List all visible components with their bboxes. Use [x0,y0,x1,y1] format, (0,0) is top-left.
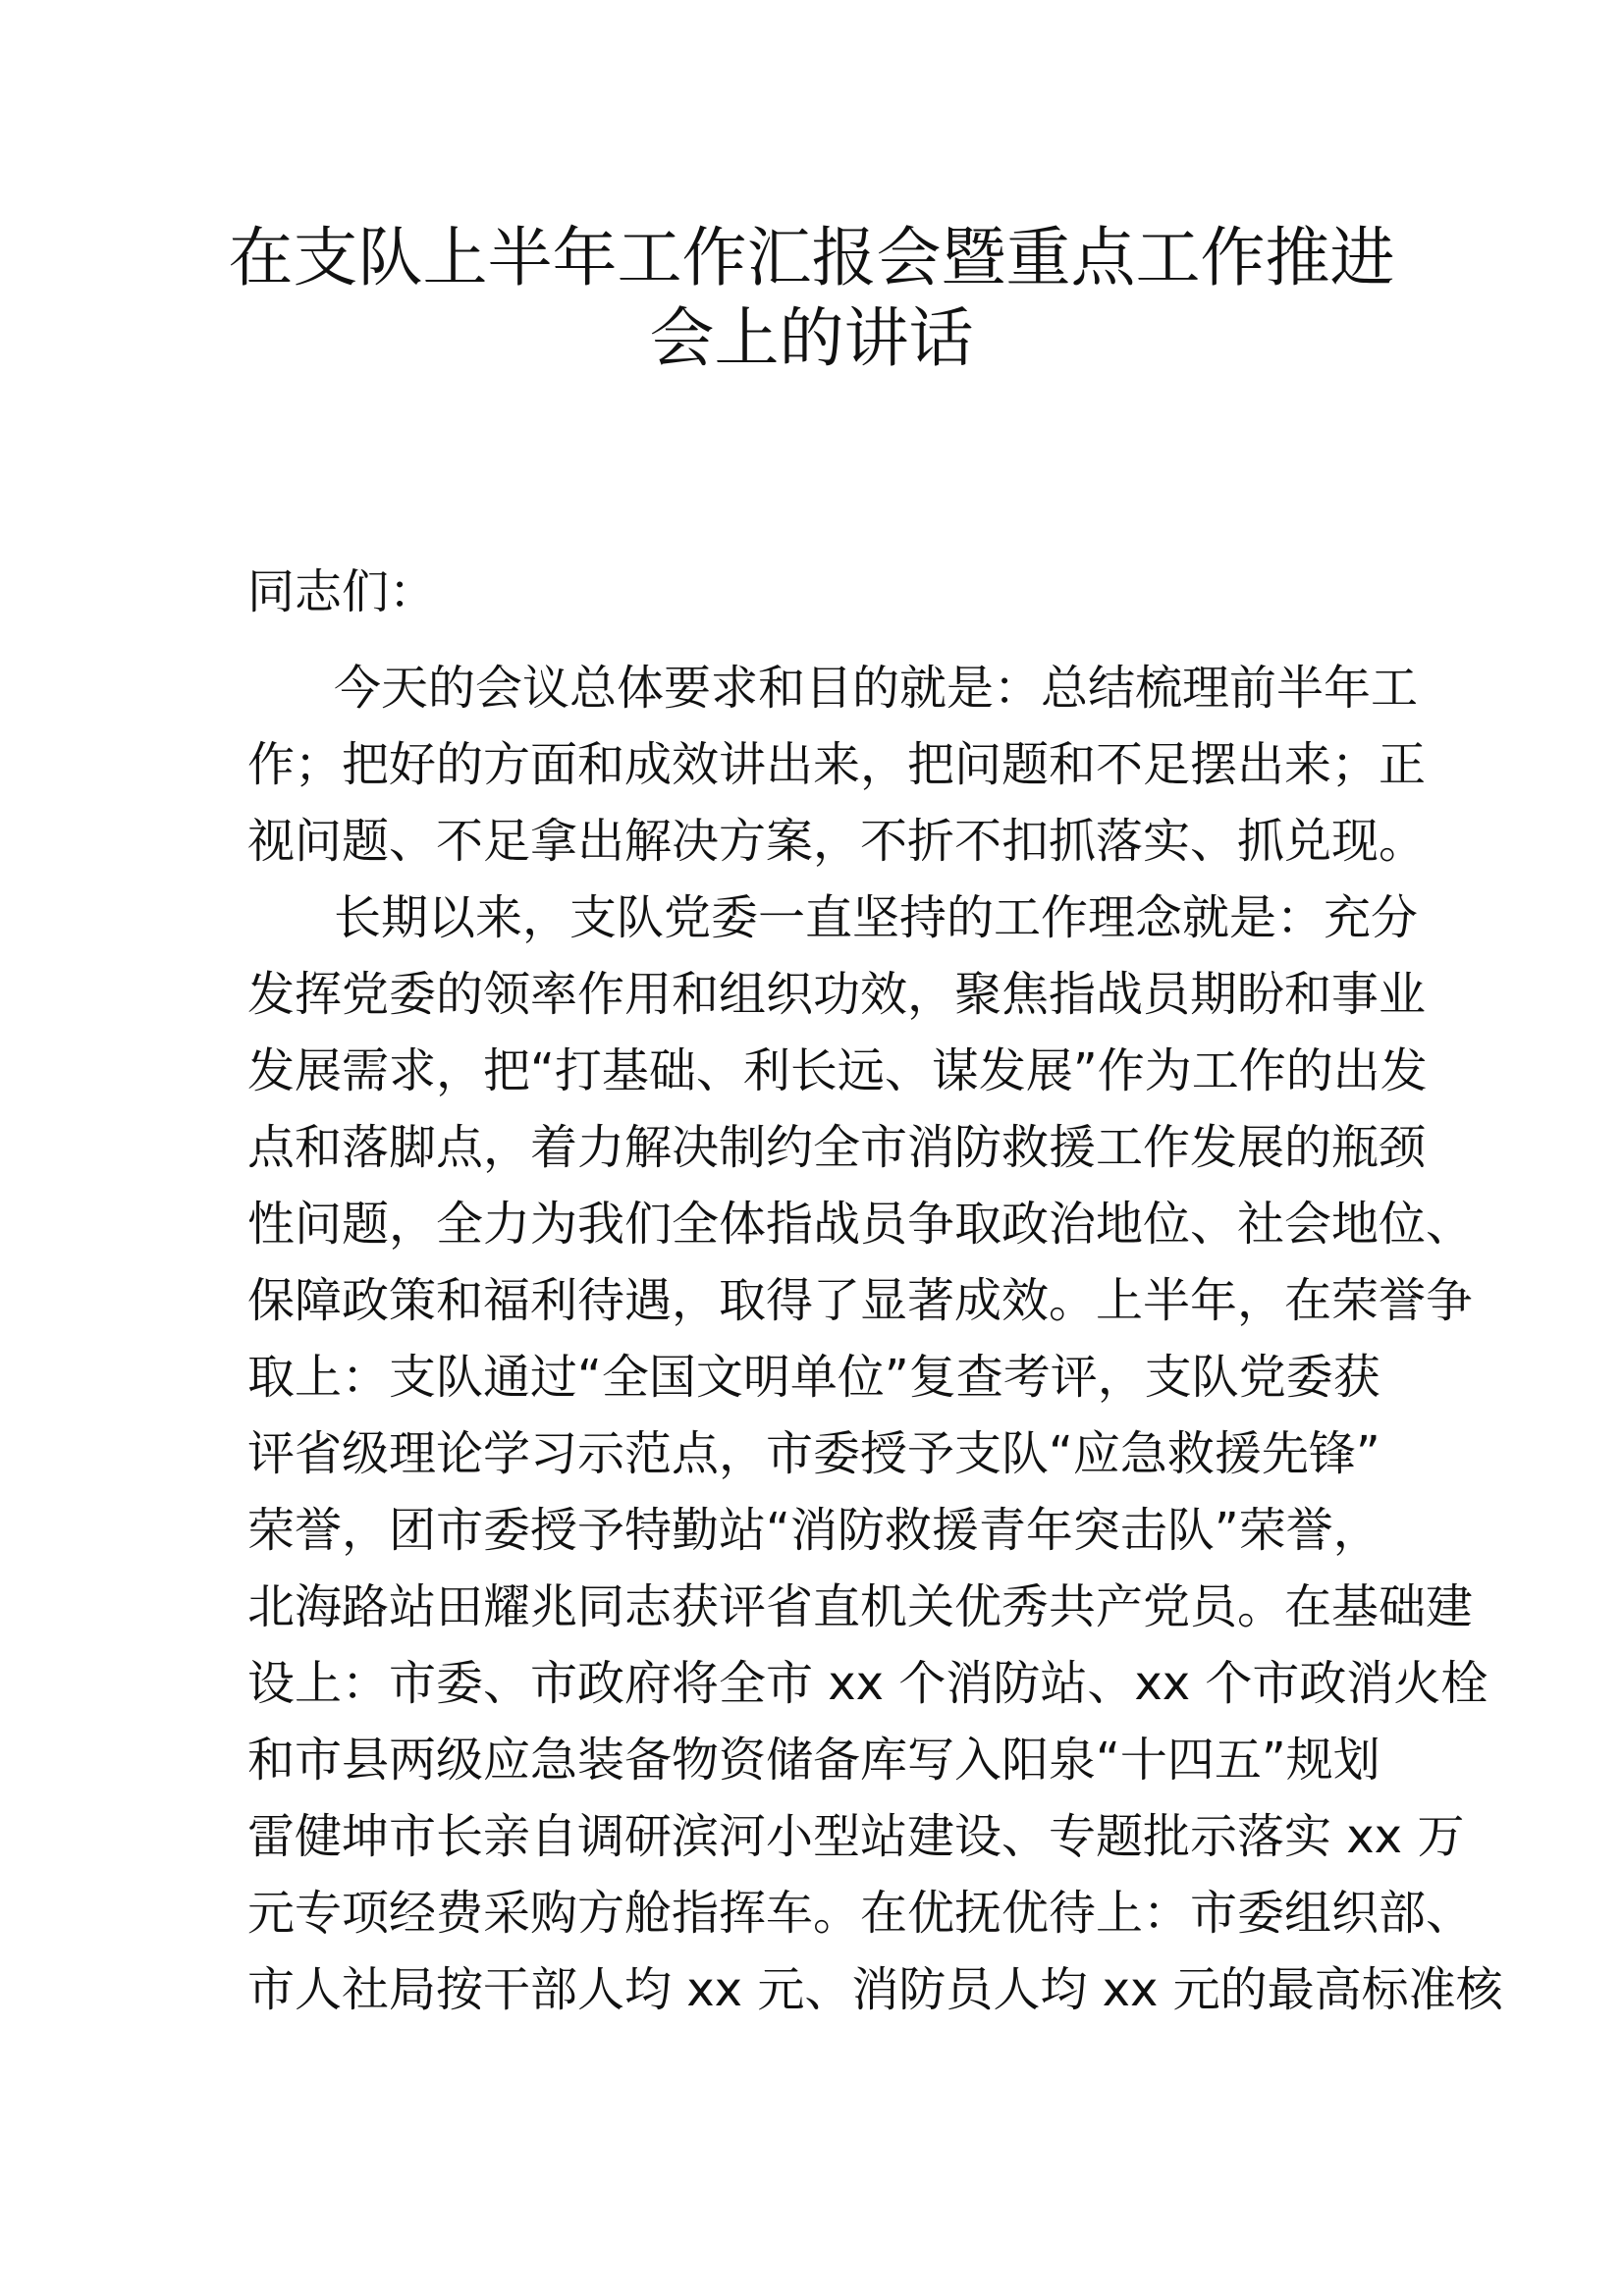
paragraph-1-line-1: 今天的会议总体要求和目的就是：总结梳理前半年工 [334,661,1419,716]
title-line-1: 在支队上半年工作汇报会暨重点工作推进 [228,220,1395,295]
paragraph-1-line-2: 作；把好的方面和成效讲出来，把问题和不足摆出来；正 [247,737,1427,792]
paragraph-2-line-6: 保障政策和福利待遇，取得了显著成效。上半年，在荣誉争 [247,1273,1474,1328]
paragraph-2-line-5: 性问题，全力为我们全体指战员争取政治地位、社会地位、 [247,1197,1474,1252]
paragraph-2-line-1: 长期以来，支队党委一直坚持的工作理念就是：充分 [334,890,1419,945]
paragraph-2-line-7: 取上：支队通过“全国文明单位”复查考评，支队党委获 [247,1350,1380,1405]
paragraph-2-line-15: 市人社局按干部人均 xx 元、消防员人均 xx 元的最高标准核 [247,1962,1503,2017]
document-title [196,218,1427,379]
salutation: 同志们： [247,564,437,619]
paragraph-1-line-3: 视问题、不足拿出解决方案，不折不扣抓落实、抓兑现。 [247,814,1427,869]
paragraph-2-line-9: 荣誉，团市委授予特勤站“消防救援青年突击队”荣誉， [247,1503,1380,1558]
paragraph-2-line-10: 北海路站田耀兆同志获评省直机关优秀共产党员。在基础建 [247,1579,1474,1634]
paragraph-2-line-13: 雷健坤市长亲自调研滨河小型站建设、专题批示落实 xx 万 [247,1809,1465,1864]
title-line-2: 会上的讲话 [649,300,974,376]
paragraph-2-line-12: 和市县两级应急装备物资储备库写入阳泉“十四五”规划 [247,1733,1380,1788]
paragraph-2-line-4: 点和落脚点，着力解决制约全市消防救援工作发展的瓶颈 [247,1120,1427,1175]
paragraph-2-line-2: 发挥党委的领率作用和组织功效，聚焦指战员期盼和事业 [247,967,1427,1022]
paragraph-2-line-11: 设上：市委、市政府将全市 xx 个消防站、xx 个市政消火栓 [247,1656,1488,1711]
paragraph-2-line-14: 元专项经费采购方舱指挥车。在优抚优待上：市委组织部、 [247,1886,1474,1941]
paragraph-2-line-8: 评省级理论学习示范点，市委授予支队“应急救援先锋” [247,1426,1380,1481]
paragraph-2-line-3: 发展需求，把“打基础、利长远、谋发展”作为工作的出发 [247,1043,1428,1098]
